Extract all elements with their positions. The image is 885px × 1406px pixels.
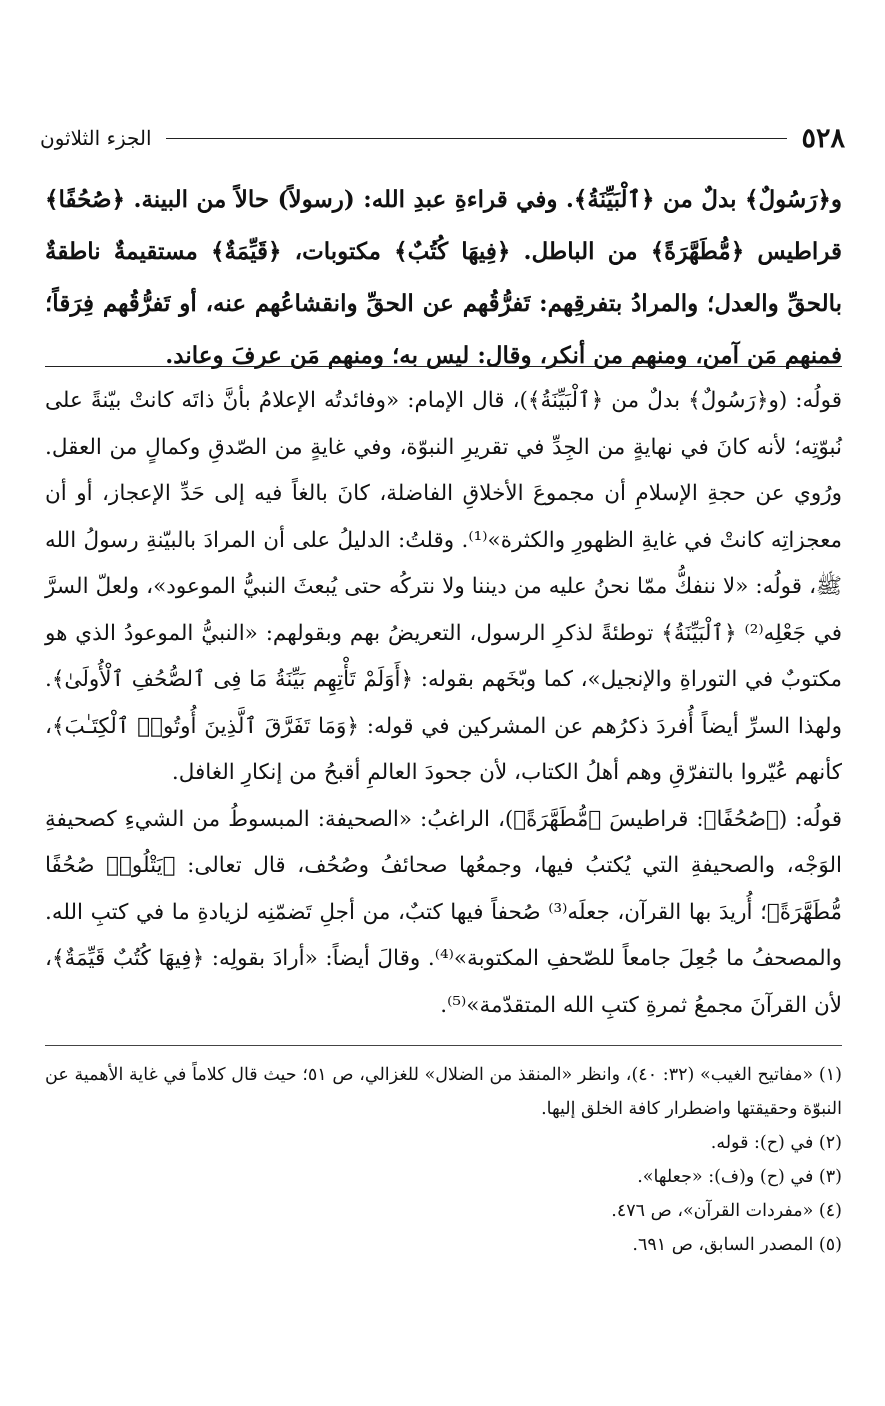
footnotes bbox=[45, 1058, 842, 1262]
page-number: ٥٢٨ bbox=[801, 122, 845, 154]
section-divider bbox=[45, 366, 842, 367]
footnote-1: (١) «مفاتيح الغيب» (٣٢: ٤٠)، وانظر «المنقذ من الضلال» للغزالي، ص ٥١؛ حيث قال كلاماً في غاية الأهمية عن النبوّة وحقيقتها واضطرار كافة الخلق إليها. bbox=[45, 1065, 842, 1119]
footnote-rule bbox=[45, 1045, 842, 1046]
main-paragraph: و﴿رَسُولٌ﴾ بدلٌ من ﴿ٱلْبَيِّنَةُ﴾. وفي قراءةِ عبدِ الله: (رسولاً) حالاً من البينة. ﴿صُحُفًا﴾ قراطيس ﴿مُّطَهَّرَةً﴾ من الباطل. ﴿فِيهَا كُتُبٌ﴾ مكتوبات، ﴿قَيِّمَةٌ﴾ مستقيمةٌ ناطقةٌ بالحقِّ والعدل؛ والمرادُ بتفرقِهم: تَفرُّقُهم عن الحقِّ وانقشاعُهم عنه، أو تَفرُّقُهم فِرَقاً؛ فمنهم مَن آمن، ومنهم من أنكر، وقال: ليس به؛ ومنهم مَن عرفَ وعاند. bbox=[45, 186, 842, 369]
commentary bbox=[45, 378, 842, 1029]
footnote-4: (٤) «مفردات القرآن»، ص ٤٧٦. bbox=[611, 1201, 842, 1221]
footnote-3: (٣) في (ح) و(ف): «جعلها». bbox=[637, 1167, 842, 1187]
footnote-5: (٥) المصدر السابق، ص ٦٩١. bbox=[632, 1235, 842, 1255]
commentary-paragraph-1: قولُه: (و﴿رَسُولٌ﴾ بدلٌ من ﴿ٱلْبَيِّنَةُ﴾)، قال الإمام: «وفائدتُه الإعلامُ بأنَّ ذاتَه كانتْ بيّنةً على نُبوّتِه؛ لأنه كانَ في نهايةٍ من الجِدِّ في تقريرِ النبوّة، وفي غايةٍ من الصّدقِ وكمالٍ من العقل. ورُوي عن حجةِ الإسلامِ أن مجموعَ الأخلاقِ الفاضلة، كانَ بالغاً فيه إلى حَدِّ الإعجاز، أو أن معجزاتِه كانتْ في غايةِ الظهورِ والكثرة»⁽¹⁾. وقلتُ: الدليلُ على أن المرادَ بالبيّنةِ رسولُ الله ﷺ، قولُه: «لا ننفكُّ ممّا نحنُ عليه من ديننا ولا نتركُه حتى يُبعثَ النبيُّ الموعود»، ولعلّ السرَّ في جَعْلِه⁽²⁾ ﴿ٱلْبَيِّنَةُ﴾ توطئةً لذكرِ الرسول، التعريضُ بهم وبقولهم: «النبيُّ الموعودُ الذي هو مكتوبٌ في التوراةِ والإنجيل»، كما وبّخَهم بقوله: ﴿أَوَلَمْ تَأْتِهِم بَيِّنَةُ مَا فِى ٱلصُّحُفِ ٱلْأُولَىٰ﴾. ولهذا السرِّ أيضاً أُفردَ ذكرُهم عن المشركين في قوله: ﴿وَمَا تَفَرَّقَ ٱلَّذِينَ أُوتُوا۟ ٱلْكِتَـٰبَ﴾، كأنهم عُيّروا بالتفرّقِ وهم أهلُ الكتاب، لأن جحودَ العالمِ أقبحُ من إنكارِ الغافل. bbox=[45, 388, 842, 785]
main-text bbox=[45, 174, 842, 382]
running-title: الجزء الثلاثون bbox=[40, 126, 152, 150]
footnote-2: (٢) في (ح): قوله. bbox=[710, 1133, 842, 1153]
commentary-paragraph-2: قولُه: (﴿صُحُفًا﴾: قراطيسَ ﴿مُّطَهَّرَةً﴾)، الراغبُ: «الصحيفة: المبسوطُ من الشيءِ كصحيفةِ الوَجْه، والصحيفةِ التي يُكتبُ فيها، وجمعُها صحائفُ وصُحُف، قال تعالى: ﴿يَتْلُوا۟ صُحُفًا مُّطَهَّرَةً﴾؛ أُريدَ بها القرآن، جعلَه⁽³⁾ صُحفاً فيها كتبٌ، من أجلِ تَضمّنِه لزيادةِ ما في كتبِ الله. والمصحفُ ما جُعِلَ جامعاً للصّحفِ المكتوبة»⁽⁴⁾. وقالَ أيضاً: «أرادَ بقولِه: ﴿فِيهَا كُتُبٌ قَيِّمَةٌ﴾، لأن القرآنَ مجمعُ ثمرةِ كتبِ الله المتقدّمة»⁽⁵⁾. bbox=[45, 806, 842, 1018]
page-header bbox=[40, 118, 845, 158]
header-rule bbox=[166, 138, 788, 139]
